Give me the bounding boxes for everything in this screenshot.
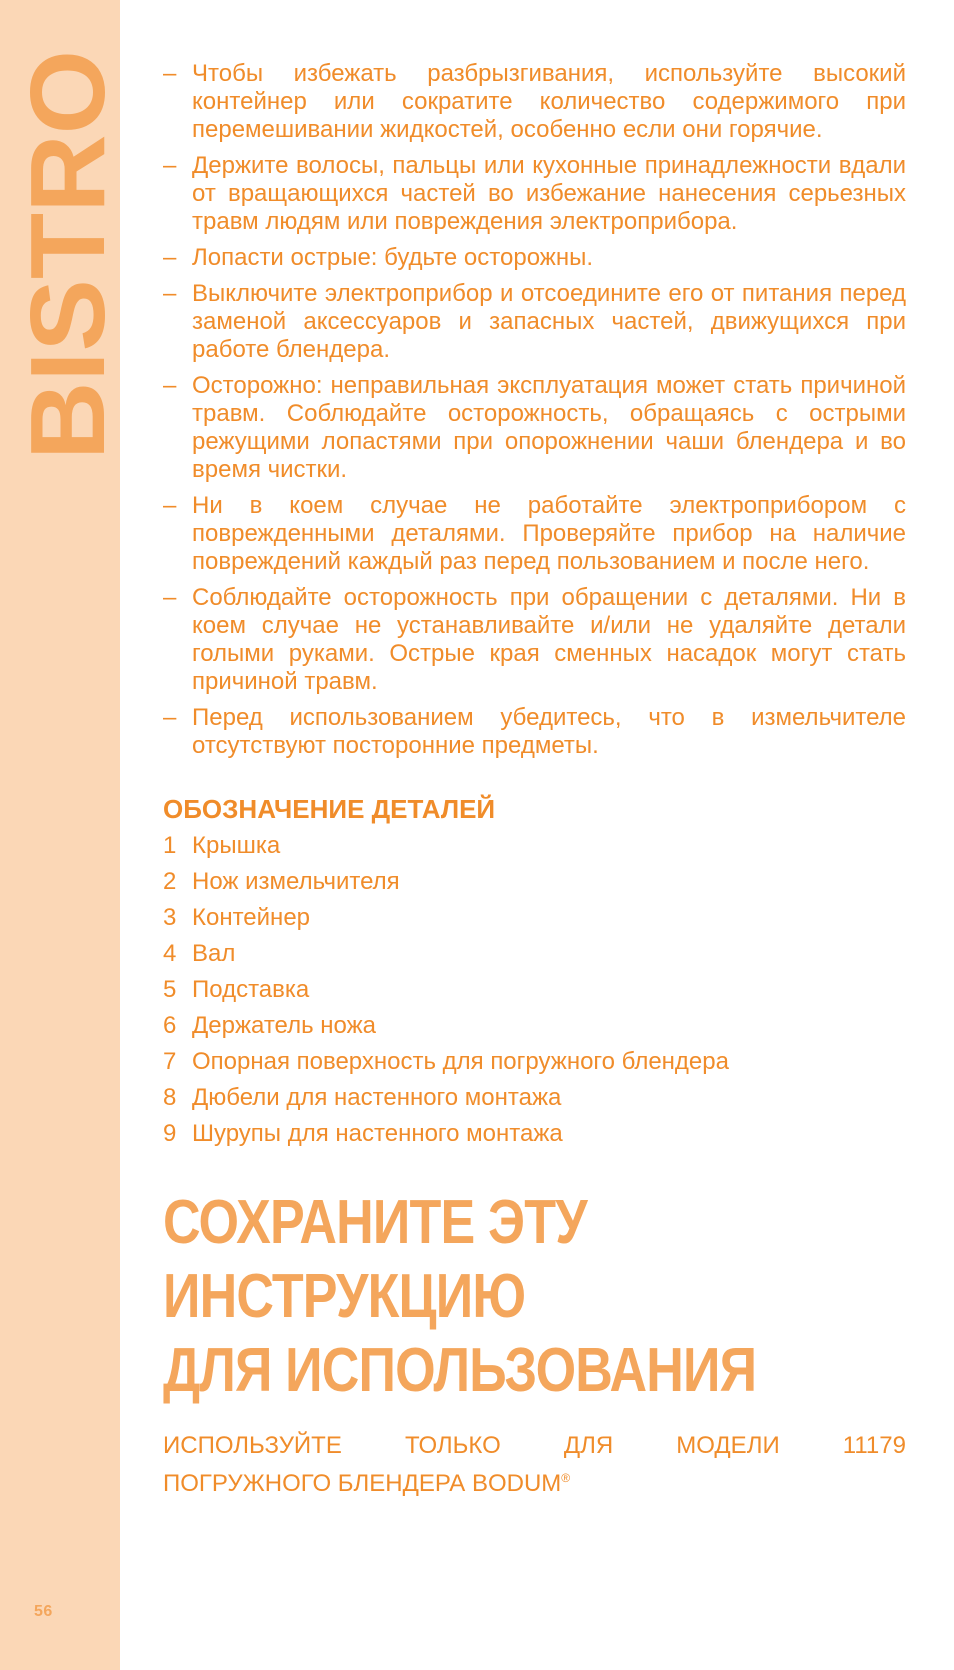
part-number: 6 xyxy=(163,1012,177,1039)
part-label: Вал xyxy=(192,940,236,967)
part-number: 8 xyxy=(163,1084,177,1111)
bullet-text: Перед использованием убедитесь, что в измельчителе отсутствуют посторонние предметы. xyxy=(192,704,906,759)
part-item xyxy=(163,900,906,936)
part-item xyxy=(163,936,906,972)
part-item xyxy=(163,1116,906,1152)
part-label: Шурупы для настенного монтажа xyxy=(192,1120,563,1147)
part-item xyxy=(163,1044,906,1080)
bullet-dash: – xyxy=(163,492,177,519)
bullet-text: Ни в коем случае не работайте электроприбором с поврежденными деталями. Проверяйте прибор на наличие повреждений каждый раз перед пользованием и после него. xyxy=(192,492,906,575)
bullet-dash: – xyxy=(163,244,177,271)
model-note-word: ДЛЯ xyxy=(563,1432,614,1459)
safety-bullet xyxy=(163,492,906,576)
sidebar xyxy=(0,0,127,1670)
main-content xyxy=(163,60,906,1500)
brand-text: BISTRO xyxy=(9,59,127,460)
page-number: 56 xyxy=(34,1603,53,1620)
part-number: 5 xyxy=(163,976,177,1003)
model-note-line2 xyxy=(163,1462,906,1500)
brand-logo xyxy=(9,50,127,470)
bullet-dash: – xyxy=(163,280,177,307)
part-number: 3 xyxy=(163,904,177,931)
parts-heading: ОБОЗНАЧЕНИЕ ДЕТАЛЕЙ xyxy=(163,794,496,824)
save-title-line1: СОХРАНИТЕ ЭТУ ИНСТРУКЦИЮ xyxy=(163,1188,587,1331)
registered-mark: ® xyxy=(561,1471,571,1485)
bullet-text: Лопасти острые: будьте осторожны. xyxy=(192,244,593,271)
part-label: Крышка xyxy=(192,832,281,859)
part-number: 4 xyxy=(163,940,177,967)
bullet-dash: – xyxy=(163,372,177,399)
model-note-line2-text: ПОГРУЖНОГО БЛЕНДЕРА BODUM xyxy=(163,1470,562,1497)
part-number: 2 xyxy=(163,868,177,895)
bullet-dash: – xyxy=(163,60,177,87)
model-note-word: ТОЛЬКО xyxy=(404,1432,501,1459)
part-item xyxy=(163,1008,906,1044)
part-item xyxy=(163,828,906,864)
part-label: Держатель ножа xyxy=(192,1012,377,1039)
part-label: Подставка xyxy=(192,976,310,1003)
bullet-dash: – xyxy=(163,584,177,611)
part-item xyxy=(163,972,906,1008)
part-label: Дюбели для настенного монтажа xyxy=(192,1084,562,1111)
safety-bullet-list xyxy=(163,60,906,760)
part-number: 9 xyxy=(163,1120,177,1147)
part-label: Нож измельчителя xyxy=(192,868,400,895)
safety-bullet xyxy=(163,372,906,484)
model-note-word: ИСПОЛЬЗУЙТЕ xyxy=(163,1432,342,1459)
model-note-word: 11179 xyxy=(842,1432,906,1459)
model-note xyxy=(163,1430,906,1500)
safety-bullet xyxy=(163,584,906,696)
part-number: 1 xyxy=(163,832,177,859)
bullet-dash: – xyxy=(163,704,177,731)
model-note-word: МОДЕЛИ xyxy=(676,1432,780,1459)
safety-bullet xyxy=(163,152,906,236)
bullet-text: Соблюдайте осторожность при обращении с деталями. Ни в коем случае не устанавливайте и/или не удаляйте детали голыми руками. Острые края сменных насадок могут стать причиной травм. xyxy=(192,584,906,695)
bullet-text: Чтобы избежать разбрызгивания, используйте высокий контейнер или сократите количество содержимого при перемешивании жидкостей, особенно если они горячие. xyxy=(192,60,906,143)
safety-bullet xyxy=(163,704,906,760)
bullet-text: Держите волосы, пальцы или кухонные принадлежности вдали от вращающихся частей во избежание нанесения серьезных травм людям или повреждения электроприбора. xyxy=(192,152,906,235)
bullet-text: Выключите электроприбор и отсоедините его от питания перед заменой аксессуаров и запасных частей, движущихся при работе блендера. xyxy=(192,280,906,363)
safety-bullet xyxy=(163,244,906,272)
safety-bullet xyxy=(163,60,906,144)
part-item xyxy=(163,1080,906,1116)
part-item xyxy=(163,864,906,900)
save-title-line2: ДЛЯ ИСПОЛЬЗОВАНИЯ xyxy=(163,1336,757,1405)
part-number: 7 xyxy=(163,1048,177,1075)
save-instructions-title xyxy=(163,1186,906,1408)
bullet-dash: – xyxy=(163,152,177,179)
safety-bullet xyxy=(163,280,906,364)
model-note-line1 xyxy=(163,1430,906,1462)
bullet-text: Осторожно: неправильная эксплуатация может стать причиной травм. Соблюдайте осторожность, обращаясь с острыми режущими лопастями при опорожнении чаши блендера и во время чистки. xyxy=(192,372,906,483)
parts-list xyxy=(163,828,906,1152)
part-label: Опорная поверхность для погружного блендера xyxy=(192,1048,729,1075)
part-label: Контейнер xyxy=(192,904,311,931)
